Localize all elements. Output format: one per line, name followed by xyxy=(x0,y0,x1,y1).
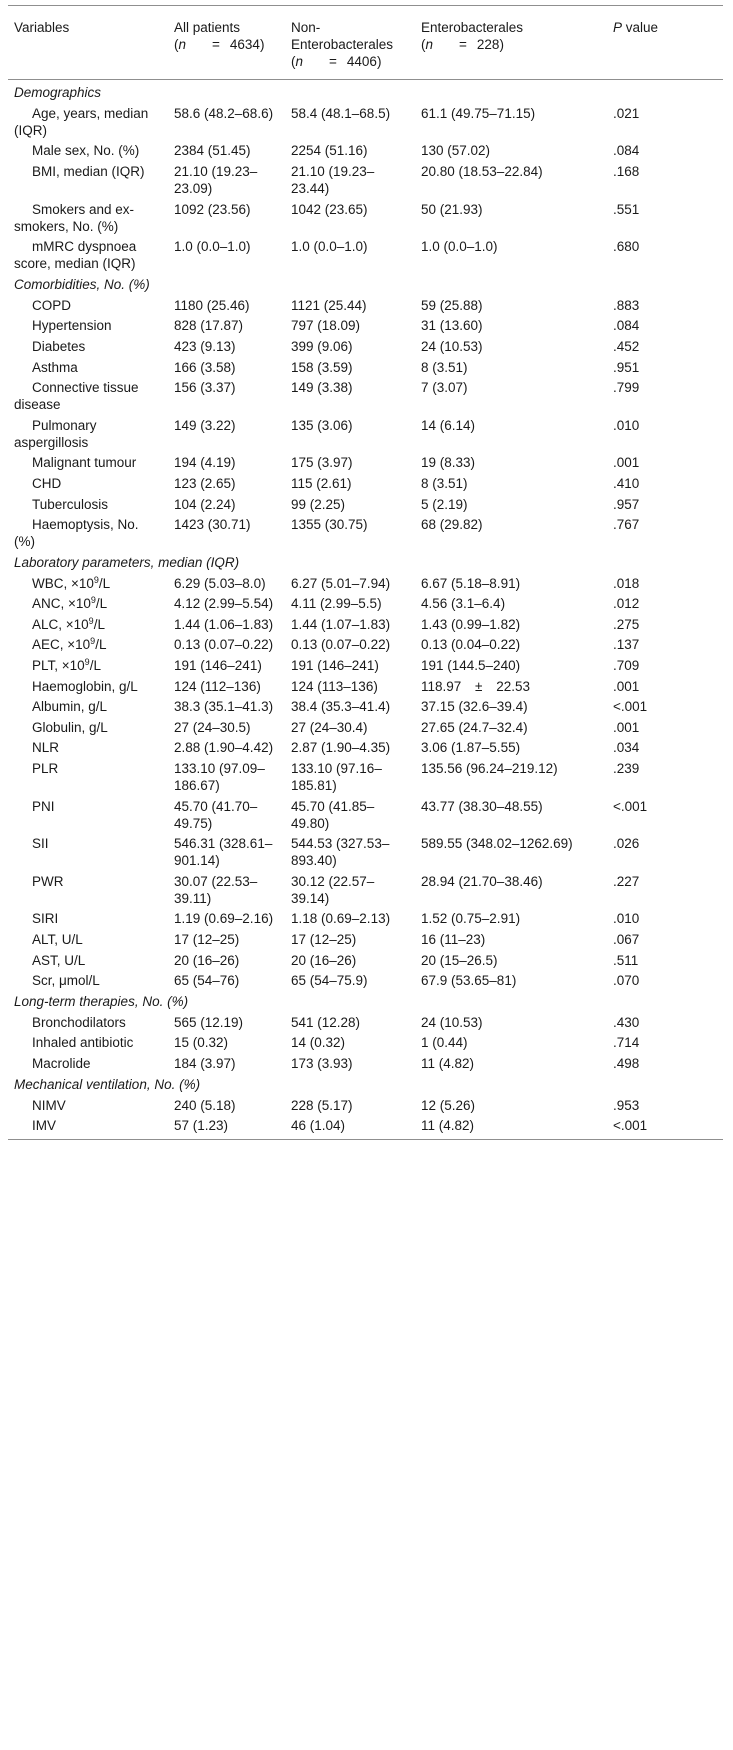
cell-non-enterobacterales: 45.70 (41.85–49.80) xyxy=(291,798,375,831)
table-row xyxy=(8,717,723,738)
table-row xyxy=(8,950,723,971)
cell-variable: Inhaled antibiotic xyxy=(32,1035,134,1051)
cell-non-enterobacterales: 46 (1.04) xyxy=(285,1115,415,1139)
cell-enterobacterales: 130 (57.02) xyxy=(421,143,491,159)
cell-variable: Age, years, median (IQR) xyxy=(14,105,149,138)
cell-enterobacterales: 8 (3.51) xyxy=(421,359,468,375)
cell-non-enterobacterales: 17 (12–25) xyxy=(291,932,357,948)
section-title: Long-term therapies, No. (%) xyxy=(14,994,189,1009)
cell-variable: mMRC dyspnoea score, median (IQR) xyxy=(14,239,137,272)
cell-enterobacterales: 24 (10.53) xyxy=(421,338,483,354)
cell-variable: Haemoglobin, g/L xyxy=(32,678,138,694)
cell-all-patients: 17 (12–25) xyxy=(174,932,240,948)
cell-variable: Diabetes xyxy=(32,338,86,354)
cell-all-patients: 6.29 (5.03–8.0) xyxy=(174,575,266,591)
cell-enterobacterales: 3.06 (1.87–5.55) xyxy=(421,740,521,756)
cell-non-enterobacterales: 65 (54–75.9) xyxy=(291,973,368,989)
cell-enterobacterales: 4.56 (3.1–6.4) xyxy=(421,596,506,612)
cell-all-patients: 4.12 (2.99–5.54) xyxy=(174,596,274,612)
cell-p-value: .239 xyxy=(613,761,640,777)
cell-variable: SIRI xyxy=(32,911,59,927)
cell-non-enterobacterales: 99 (2.25) xyxy=(291,496,346,512)
table-row xyxy=(8,357,723,378)
cell-p-value: .951 xyxy=(613,359,640,375)
cell-non-enterobacterales: 115 (2.61) xyxy=(291,475,352,491)
section-title: Mechanical ventilation, No. (%) xyxy=(14,1076,201,1092)
cell-non-enterobacterales: 541 (12.28) xyxy=(291,1014,361,1030)
cell-all-patients: 123 (2.65) xyxy=(174,475,236,491)
cell-enterobacterales: 118.97 ± 22.53 xyxy=(421,678,530,694)
cell-all-patients: 149 (3.22) xyxy=(174,417,236,433)
cell-p-value: .001 xyxy=(613,678,640,694)
cell-non-enterobacterales: 228 (5.17) xyxy=(291,1097,353,1113)
table-row xyxy=(8,1095,723,1116)
cell-all-patients: 2.88 (1.90–4.42) xyxy=(174,740,274,756)
table-row xyxy=(8,295,723,316)
table-row xyxy=(8,929,723,950)
cell-non-enterobacterales: 173 (3.93) xyxy=(291,1055,353,1071)
cell-variable: PLR xyxy=(32,761,59,777)
cell-variable: IMV xyxy=(8,1115,168,1139)
cell-p-value: .883 xyxy=(613,297,640,313)
cell-enterobacterales: 11 (4.82) xyxy=(415,1115,607,1139)
cell-enterobacterales: 12 (5.26) xyxy=(421,1097,476,1113)
cell-p-value: .010 xyxy=(613,911,640,927)
table-row xyxy=(8,473,723,494)
cell-non-enterobacterales: 1042 (23.65) xyxy=(291,201,368,217)
cell-p-value: .275 xyxy=(613,616,640,632)
cell-enterobacterales: 5 (2.19) xyxy=(421,496,468,512)
table-row xyxy=(8,1012,723,1033)
cell-all-patients: 15 (0.32) xyxy=(174,1035,229,1051)
cell-enterobacterales: 61.1 (49.75–71.15) xyxy=(421,105,536,121)
cell-enterobacterales: 50 (21.93) xyxy=(421,201,483,217)
cell-enterobacterales: 11 (4.82) xyxy=(421,1055,475,1071)
cell-p-value: .067 xyxy=(613,932,640,948)
cell-non-enterobacterales: 544.53 (327.53–893.40) xyxy=(291,836,390,869)
table-row xyxy=(8,614,723,635)
cell-non-enterobacterales: 2.87 (1.90–4.35) xyxy=(291,740,391,756)
section-title: Laboratory parameters, median (IQR) xyxy=(14,554,240,570)
cell-variable: NIMV xyxy=(32,1097,66,1113)
table-body xyxy=(8,80,723,1140)
table-row xyxy=(8,453,723,474)
cell-variable: PNI xyxy=(32,798,55,814)
cell-p-value: .709 xyxy=(613,658,640,674)
cell-all-patients: 133.10 (97.09–186.67) xyxy=(174,761,265,794)
cell-p-value: <.001 xyxy=(607,1115,723,1139)
cell-p-value: .452 xyxy=(613,338,640,354)
cell-enterobacterales: 68 (29.82) xyxy=(421,517,483,533)
cell-all-patients: 58.6 (48.2–68.6) xyxy=(174,105,274,121)
cell-non-enterobacterales: 20 (16–26) xyxy=(291,952,357,968)
table-row xyxy=(8,415,723,453)
section-header-row xyxy=(8,552,723,573)
cell-p-value: .168 xyxy=(613,163,640,179)
cell-p-value: .498 xyxy=(613,1055,640,1071)
cell-variable: Male sex, No. (%) xyxy=(32,143,140,159)
cell-p-value: .680 xyxy=(613,239,640,255)
header-non-enterobacterales: Non-Enterobacterales (n = 4406) xyxy=(285,6,415,80)
cell-p-value: .137 xyxy=(613,637,640,653)
cell-all-patients: 0.13 (0.07–0.22) xyxy=(174,637,274,653)
cell-all-patients: 104 (2.24) xyxy=(174,496,236,512)
cell-non-enterobacterales: 191 (146–241) xyxy=(291,658,379,674)
cell-non-enterobacterales: 175 (3.97) xyxy=(291,455,353,471)
cell-enterobacterales: 20 (15–26.5) xyxy=(421,952,498,968)
table-row xyxy=(8,676,723,697)
table-row xyxy=(8,1053,723,1074)
cell-non-enterobacterales: 1.0 (0.0–1.0) xyxy=(291,239,368,255)
table-row xyxy=(8,871,723,909)
cell-p-value: .957 xyxy=(613,496,640,512)
cell-all-patients: 194 (4.19) xyxy=(174,455,236,471)
cell-p-value: .084 xyxy=(613,143,640,159)
table-row xyxy=(8,738,723,759)
cell-p-value: .714 xyxy=(613,1035,640,1051)
table-row xyxy=(8,141,723,162)
cell-all-patients: 30.07 (22.53–39.11) xyxy=(174,873,258,906)
table-row xyxy=(8,833,723,871)
cell-non-enterobacterales: 1.44 (1.07–1.83) xyxy=(291,616,391,632)
table-row xyxy=(8,494,723,515)
cell-variable: Albumin, g/L xyxy=(32,699,108,715)
cell-p-value: .430 xyxy=(613,1014,640,1030)
cell-non-enterobacterales: 149 (3.38) xyxy=(291,380,353,396)
cell-all-patients: 1.19 (0.69–2.16) xyxy=(174,911,274,927)
cell-p-value: .012 xyxy=(613,596,640,612)
section-title: Demographics xyxy=(14,85,102,100)
cell-all-patients: 27 (24–30.5) xyxy=(174,719,251,735)
cell-variable: NLR xyxy=(32,740,60,756)
cell-enterobacterales: 8 (3.51) xyxy=(421,475,468,491)
section-header-row xyxy=(8,80,723,104)
cell-all-patients: 45.70 (41.70–49.75) xyxy=(174,798,258,831)
cell-all-patients: 184 (3.97) xyxy=(174,1055,236,1071)
cell-all-patients: 166 (3.58) xyxy=(174,359,236,375)
table-row xyxy=(8,161,723,199)
section-header-row xyxy=(8,991,723,1012)
cell-p-value: .767 xyxy=(613,517,640,533)
cell-all-patients: 565 (12.19) xyxy=(174,1014,244,1030)
cell-p-value: .018 xyxy=(613,575,640,591)
cell-all-patients: 21.10 (19.23–23.09) xyxy=(174,163,258,196)
table-row xyxy=(8,635,723,656)
cell-variable: Malignant tumour xyxy=(32,455,137,471)
cell-p-value: <.001 xyxy=(613,798,648,814)
cell-p-value: .227 xyxy=(613,873,640,889)
table-row xyxy=(8,594,723,615)
section-title: Comorbidities, No. (%) xyxy=(14,276,150,292)
cell-variable: SII xyxy=(32,836,49,852)
cell-enterobacterales: 135.56 (96.24–219.12) xyxy=(421,761,558,777)
table-row xyxy=(8,316,723,337)
cell-all-patients: 57 (1.23) xyxy=(168,1115,285,1139)
cell-p-value: .799 xyxy=(613,380,640,396)
cell-enterobacterales: 43.77 (38.30–48.55) xyxy=(421,798,543,814)
cell-enterobacterales: 16 (11–23) xyxy=(421,932,486,948)
table-row xyxy=(8,336,723,357)
table-row xyxy=(8,1115,723,1139)
cell-enterobacterales: 1.0 (0.0–1.0) xyxy=(421,239,498,255)
cell-all-patients: 1.0 (0.0–1.0) xyxy=(174,239,251,255)
header-row xyxy=(8,6,723,80)
cell-non-enterobacterales: 38.4 (35.3–41.4) xyxy=(291,699,391,715)
header-p-value: P value xyxy=(607,6,723,80)
table-row xyxy=(8,573,723,594)
cell-non-enterobacterales: 0.13 (0.07–0.22) xyxy=(291,637,391,653)
table-row xyxy=(8,970,723,991)
cell-non-enterobacterales: 797 (18.09) xyxy=(291,318,361,334)
cell-all-patients: 191 (146–241) xyxy=(174,658,262,674)
cell-non-enterobacterales: 58.4 (48.1–68.5) xyxy=(291,105,391,121)
cell-enterobacterales: 14 (6.14) xyxy=(421,417,476,433)
cell-enterobacterales: 28.94 (21.70–38.46) xyxy=(421,873,543,889)
cell-variable: ANC, $\times 10^9/L$ xyxy=(32,595,108,612)
cell-p-value: .953 xyxy=(613,1097,640,1113)
table-row xyxy=(8,796,723,834)
cell-variable: BMI, median (IQR) xyxy=(32,163,145,179)
cell-variable: Globulin, g/L xyxy=(32,719,108,735)
cell-p-value: .084 xyxy=(613,318,640,334)
cell-non-enterobacterales: 14 (0.32) xyxy=(291,1035,346,1051)
cell-enterobacterales: 37.15 (32.6–39.4) xyxy=(421,699,528,715)
cell-variable: ALT, U/L xyxy=(32,932,83,948)
cell-enterobacterales: 589.55 (348.02–1262.69) xyxy=(421,836,573,852)
cell-p-value: .511 xyxy=(613,952,639,968)
cell-enterobacterales: 20.80 (18.53–22.84) xyxy=(421,163,543,179)
cell-p-value: .001 xyxy=(613,455,640,471)
table-row xyxy=(8,655,723,676)
cell-enterobacterales: 24 (10.53) xyxy=(421,1014,483,1030)
header-variables: Variables xyxy=(8,6,168,80)
table-row xyxy=(8,199,723,237)
cell-variable: PWR xyxy=(32,873,64,889)
header-enterobacterales: Enterobacterales (n = 228) xyxy=(415,6,607,80)
cell-variable: Hypertension xyxy=(32,318,112,334)
cell-all-patients: 38.3 (35.1–41.3) xyxy=(174,699,274,715)
cell-p-value: .026 xyxy=(613,836,640,852)
cell-all-patients: 828 (17.87) xyxy=(174,318,244,334)
cell-non-enterobacterales: 399 (9.06) xyxy=(291,338,353,354)
cell-enterobacterales: 59 (25.88) xyxy=(421,297,483,313)
table-row xyxy=(8,514,723,552)
cell-p-value: .001 xyxy=(613,719,640,735)
cell-non-enterobacterales: 124 (113–136) xyxy=(291,678,378,694)
cell-non-enterobacterales: 158 (3.59) xyxy=(291,359,353,375)
cell-variable: Connective tissue disease xyxy=(14,380,139,413)
cell-non-enterobacterales: 135 (3.06) xyxy=(291,417,353,433)
cell-non-enterobacterales: 6.27 (5.01–7.94) xyxy=(291,575,391,591)
cell-p-value: .551 xyxy=(613,201,640,217)
cell-all-patients: 65 (54–76) xyxy=(174,973,240,989)
table-row xyxy=(8,103,723,141)
cell-all-patients: 423 (9.13) xyxy=(174,338,236,354)
cell-all-patients: 2384 (51.45) xyxy=(174,143,251,159)
cell-variable: Macrolide xyxy=(32,1055,91,1071)
cell-all-patients: 20 (16–26) xyxy=(174,952,240,968)
header-all-patients: All patients (n = 4634) xyxy=(168,6,285,80)
cell-all-patients: 546.31 (328.61–901.14) xyxy=(174,836,273,869)
cell-all-patients: 240 (5.18) xyxy=(174,1097,236,1113)
table-row xyxy=(8,1033,723,1054)
cell-variable: Haemoptysis, No. (%) xyxy=(14,517,139,550)
cell-variable: COPD xyxy=(32,297,72,313)
table-row xyxy=(8,758,723,796)
cell-all-patients: 156 (3.37) xyxy=(174,380,236,396)
cell-non-enterobacterales: 21.10 (19.23–23.44) xyxy=(291,163,375,196)
cell-all-patients: 1180 (25.46) xyxy=(174,297,250,313)
cell-non-enterobacterales: 1355 (30.75) xyxy=(291,517,368,533)
cell-variable: Scr, μmol/L xyxy=(32,973,100,989)
cell-all-patients: 124 (112–136) xyxy=(174,678,261,694)
cell-p-value: .070 xyxy=(613,973,640,989)
cell-p-value: .010 xyxy=(613,417,640,433)
cell-non-enterobacterales: 1121 (25.44) xyxy=(291,297,367,313)
cell-non-enterobacterales: 30.12 (22.57–39.14) xyxy=(291,873,375,906)
cell-variable: ALC, $\times 10^9/L$ xyxy=(32,615,105,632)
cell-enterobacterales: 1 (0.44) xyxy=(421,1035,468,1051)
cell-variable: WBC, $\times 10^9/L$ xyxy=(32,574,111,591)
table-row xyxy=(8,236,723,274)
cell-non-enterobacterales: 4.11 (2.99–5.5) xyxy=(291,596,382,612)
cell-variable: Pulmonary aspergillosis xyxy=(14,417,97,450)
table-row xyxy=(8,909,723,930)
cell-enterobacterales: 67.9 (53.65–81) xyxy=(421,973,517,989)
section-header-row xyxy=(8,274,723,295)
cell-enterobacterales: 1.43 (0.99–1.82) xyxy=(421,616,521,632)
cell-variable: PLT, $\times 10^9/L$ xyxy=(32,657,101,674)
table-row xyxy=(8,377,723,415)
patient-characteristics-table xyxy=(8,5,723,1140)
cell-non-enterobacterales: 27 (24–30.4) xyxy=(291,719,368,735)
cell-enterobacterales: 191 (144.5–240) xyxy=(421,658,521,674)
cell-non-enterobacterales: 1.18 (0.69–2.13) xyxy=(291,911,391,927)
cell-enterobacterales: 6.67 (5.18–8.91) xyxy=(421,575,521,591)
cell-enterobacterales: 19 (8.33) xyxy=(421,455,476,471)
cell-enterobacterales: 31 (13.60) xyxy=(421,318,483,334)
cell-enterobacterales: 7 (3.07) xyxy=(421,380,468,396)
cell-non-enterobacterales: 2254 (51.16) xyxy=(291,143,368,159)
cell-variable: AST, U/L xyxy=(32,952,86,968)
cell-enterobacterales: 0.13 (0.04–0.22) xyxy=(421,637,521,653)
cell-p-value: <.001 xyxy=(613,699,648,715)
table-row xyxy=(8,696,723,717)
cell-all-patients: 1423 (30.71) xyxy=(174,517,251,533)
cell-p-value: .034 xyxy=(613,740,640,756)
cell-enterobacterales: 27.65 (24.7–32.4) xyxy=(421,719,528,735)
cell-variable: Asthma xyxy=(32,359,78,375)
cell-all-patients: 1092 (23.56) xyxy=(174,201,251,217)
cell-enterobacterales: 1.52 (0.75–2.91) xyxy=(421,911,521,927)
cell-p-value: .410 xyxy=(613,475,640,491)
cell-all-patients: 1.44 (1.06–1.83) xyxy=(174,616,274,632)
cell-variable: AEC, $\times 10^9/L$ xyxy=(32,636,107,653)
cell-variable: Smokers and ex-smokers, No. (%) xyxy=(14,201,135,234)
cell-non-enterobacterales: 133.10 (97.16–185.81) xyxy=(291,761,382,794)
section-header-row xyxy=(8,1074,723,1095)
cell-variable: CHD xyxy=(32,475,62,491)
cell-p-value: .021 xyxy=(613,105,640,121)
cell-variable: Tuberculosis xyxy=(32,496,109,512)
cell-variable: Bronchodilators xyxy=(32,1014,126,1030)
